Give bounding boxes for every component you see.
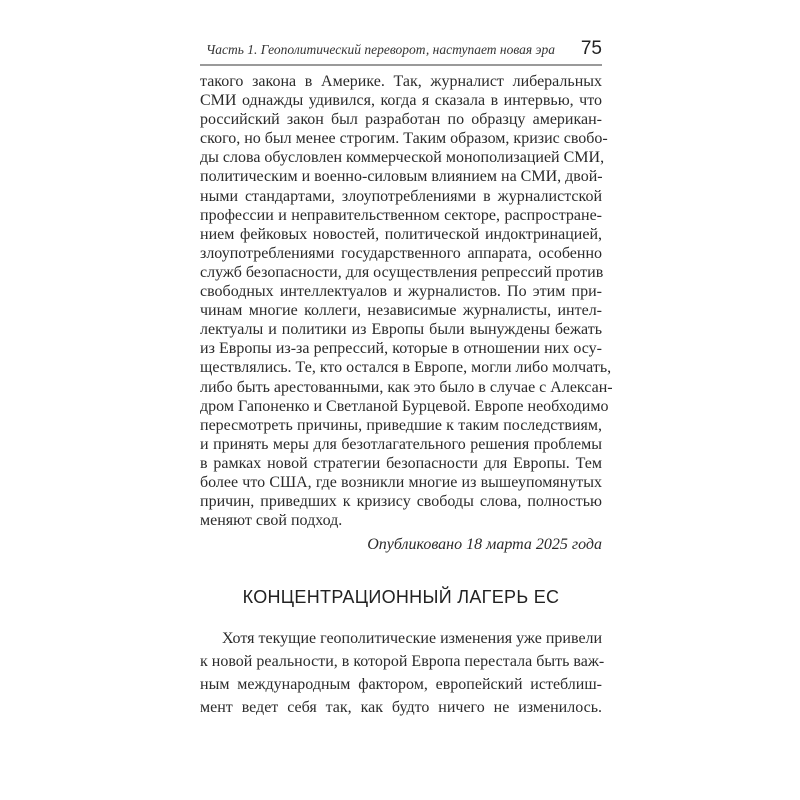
text-line: ского, но был менее строгим. Таким образом, кризис свобо-: [200, 130, 608, 148]
body-paragraph-1: [200, 72, 613, 530]
text-line: ным международным фактором, европейский истеблиш-: [200, 676, 602, 693]
text-line: более что США, где возникли многие из вышеупомянутых: [200, 473, 602, 491]
text-line: дром Гапоненко и Светланой Бурцевой. Европе необходимо: [200, 397, 609, 415]
section-heading: КОНЦЕНТРАЦИОННЫЙ ЛАГЕРЬ ЕС: [242, 587, 560, 607]
publication-date: Опубликовано 18 марта 2025 года: [367, 536, 602, 553]
text-line: причин, приведших к кризису свободы слова, полностью: [200, 493, 602, 511]
page-number: 75: [580, 38, 602, 59]
text-line: политическим и военно-силовым влиянием на СМИ, двой-: [200, 168, 603, 186]
text-line: либо быть арестованными, как это было в случае с Алексан-: [200, 378, 613, 396]
text-line: свободных интеллектуалов и журналистов. По этим при-: [200, 283, 602, 301]
text-line: из Европы из-за репрессий, которые в отношении них осу-: [200, 340, 602, 358]
text-line: пересмотреть причины, приведшие к таким последствиям,: [200, 416, 602, 434]
text-line: служб безопасности, для осуществления репрессий против: [200, 263, 604, 281]
text-line: профессии и неправительственном секторе, распростране-: [200, 206, 602, 224]
running-title: Часть 1. Геополитический переворот, наступает новая эра: [206, 42, 555, 57]
text-line: российский закон был разработан по образцу американ-: [200, 111, 602, 129]
text-line: Хотя текущие геополитические изменения уже привели: [222, 630, 603, 647]
text-line: в рамках новой стратегии безопасности для Европы. Тем: [200, 454, 602, 472]
text-line: ды слова обусловлен коммерческой монополизацией СМИ,: [200, 149, 605, 167]
text-line: лектуалы и политики из Европы были вынуждены бежать: [200, 321, 602, 339]
text-line: СМИ однажды удивился, когда я сказала в интервью, что: [200, 92, 602, 110]
text-line: злоупотреблениями государственного аппарата, особенно: [200, 244, 602, 262]
text-line: ществлялись. Те, кто остался в Европе, могли либо молчать,: [200, 359, 612, 377]
text-line: чинам многие коллеги, независимые журналисты, интел-: [200, 302, 602, 320]
header-rule: [200, 64, 602, 66]
text-line: к новой реальности, в которой Европа перестала быть важ-: [200, 653, 605, 670]
text-line: такого закона в Америке. Так, журналист либеральных: [200, 73, 602, 90]
text-line: мент ведет себя так, как будто ничего не изменилось.: [200, 699, 602, 716]
text-line: нием фейковых новостей, политической индоктринацией,: [200, 225, 602, 243]
body-paragraph-2: [200, 627, 605, 719]
text-line: ными стандартами, злоупотреблениями в журналистской: [200, 187, 602, 205]
text-line: меняют свой подход.: [200, 512, 343, 530]
text-line: и принять меры для безотлагательного решения проблемы: [200, 435, 602, 453]
running-header: [200, 38, 602, 62]
